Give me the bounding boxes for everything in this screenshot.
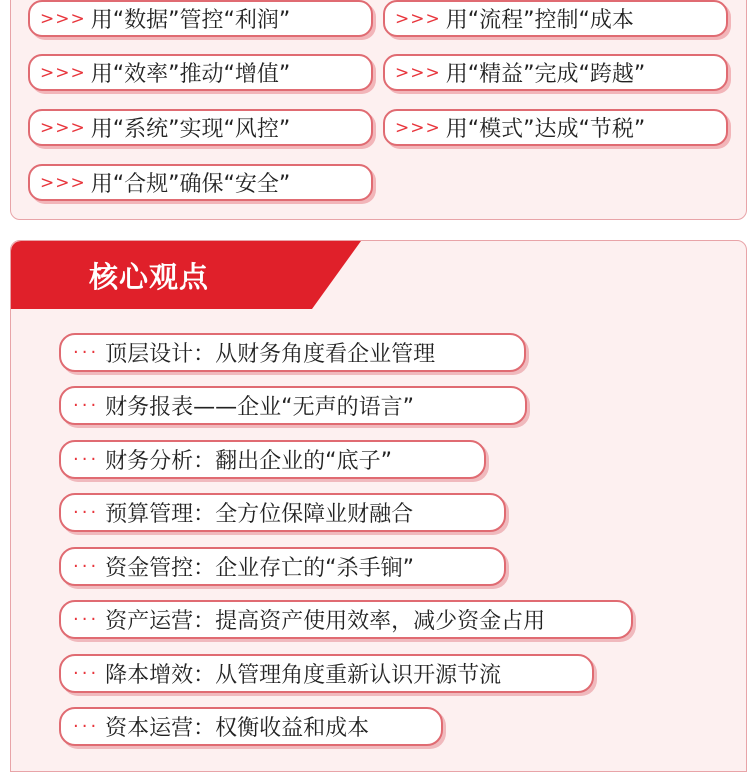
slogan-text: 用“流程”控制“成本 <box>445 8 634 33</box>
slogan-pill <box>383 54 728 91</box>
list-item <box>59 707 443 746</box>
core-points-panel <box>10 240 747 772</box>
list-item <box>59 654 594 693</box>
slogan-text: 用“数据”管控“利润” <box>90 8 291 33</box>
slogan-text: 用“合规”确保“安全” <box>90 172 291 197</box>
slogan-text: 用“精益”完成“跨越” <box>445 62 646 87</box>
list-item-text: 财务报表——企业“无声的语言” <box>105 395 414 420</box>
bullet-dots-icon: ··· <box>73 556 100 577</box>
slogan-pill <box>28 54 373 91</box>
section-title: 核心观点 <box>89 260 210 294</box>
bullet-dots-icon: ··· <box>73 502 100 523</box>
list-item-text: 资本运营：权衡收益和成本 <box>105 716 370 741</box>
slogan-pill <box>28 109 373 146</box>
list-item <box>59 386 527 425</box>
list-item-text: 财务分析：翻出企业的“底子” <box>105 449 392 474</box>
bullet-dots-icon: ··· <box>73 395 100 416</box>
arrow-icon: >>> <box>40 172 86 193</box>
bullet-dots-icon: ··· <box>73 449 100 470</box>
list-item-text: 降本增效：从管理角度重新认识开源节流 <box>105 663 502 688</box>
arrow-icon: >>> <box>40 8 86 29</box>
bullet-dots-icon: ··· <box>73 609 100 630</box>
arrow-icon: >>> <box>395 117 441 138</box>
slogan-pill <box>383 0 728 37</box>
slogan-pill <box>28 0 373 37</box>
slogan-pill <box>28 164 373 201</box>
arrow-icon: >>> <box>395 62 441 83</box>
list-item-text: 顶层设计：从财务角度看企业管理 <box>105 342 436 367</box>
slogan-pill <box>383 109 728 146</box>
list-item <box>59 547 506 586</box>
bullet-dots-icon: ··· <box>73 716 100 737</box>
list-item <box>59 600 633 639</box>
arrow-icon: >>> <box>40 62 86 83</box>
arrow-icon: >>> <box>40 117 86 138</box>
list-item <box>59 440 486 479</box>
slogan-panel <box>10 0 747 220</box>
slogan-text: 用“模式”达成“节税” <box>445 117 646 142</box>
list-item-text: 预算管理：全方位保障业财融合 <box>105 502 414 527</box>
list-item <box>59 333 526 372</box>
slogan-text: 用“效率”推动“增值” <box>90 62 291 87</box>
list-item-text: 资金管控：企业存亡的“杀手锏” <box>105 556 414 581</box>
bullet-dots-icon: ··· <box>73 342 100 363</box>
arrow-icon: >>> <box>395 8 441 29</box>
list-item <box>59 493 506 532</box>
slogan-text: 用“系统”实现“风控” <box>90 117 291 142</box>
bullet-dots-icon: ··· <box>73 663 100 684</box>
list-item-text: 资产运营：提高资产使用效率，减少资金占用 <box>105 609 546 634</box>
